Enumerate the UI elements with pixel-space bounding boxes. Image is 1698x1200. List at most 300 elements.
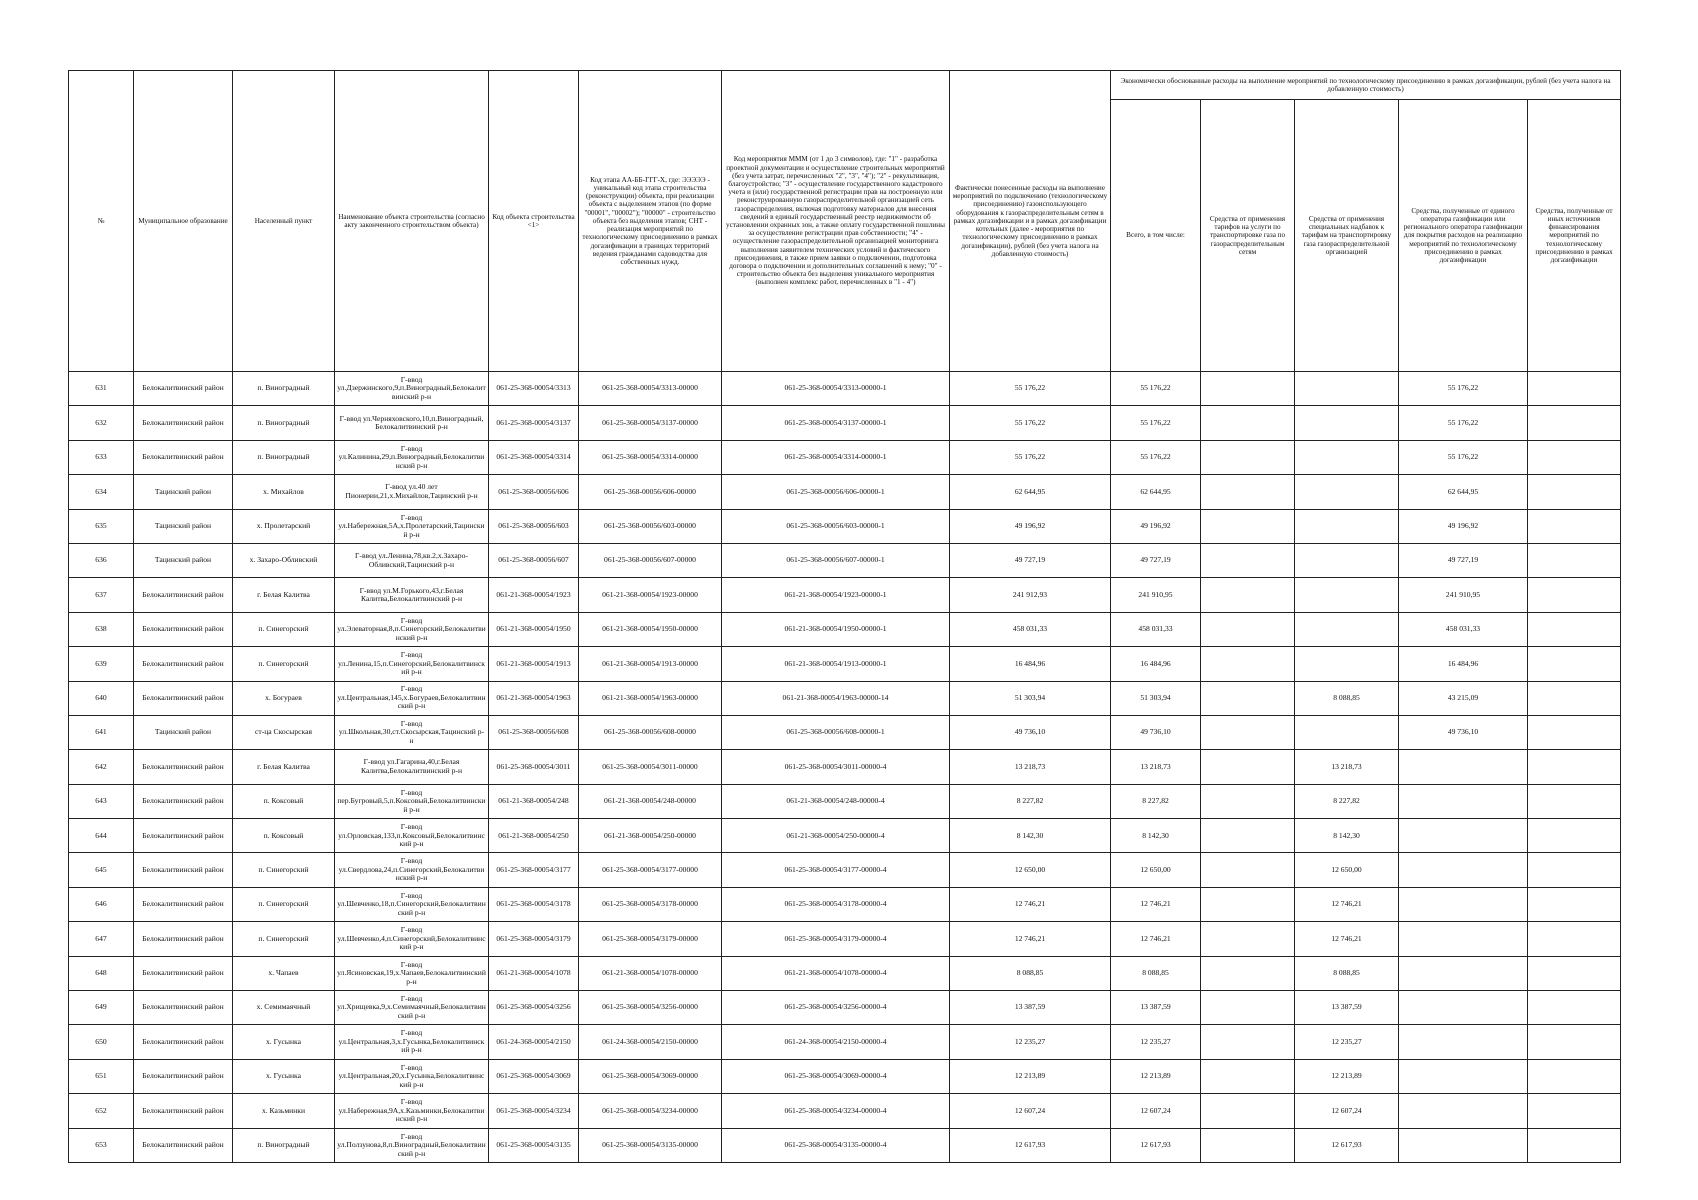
settlement-cell: п. Синегорский: [233, 612, 335, 646]
table-row: [69, 715, 1621, 749]
event-code-cell: 061-21-368-00054/1913-00000-1: [722, 647, 950, 681]
header-other-sources: Средства, полученные от иных источников финансирования мероприятий по технологическому присоединению в рамках догазификации: [1528, 100, 1621, 372]
settlement-cell: п. Виноградный: [233, 372, 335, 406]
actual-costs-cell: 51 303,94: [950, 681, 1111, 715]
tariff-cell: [1201, 853, 1295, 887]
regional-operator-cell: 49 736,10: [1399, 715, 1528, 749]
stage-code-cell: 061-25-368-00054/3314-00000: [579, 440, 722, 474]
municipality-cell: Белокалитвинский район: [134, 784, 233, 818]
tariff-cell: [1201, 1128, 1295, 1162]
object-code-cell: 061-24-368-00054/2150: [489, 1025, 579, 1059]
header-stage-code: Код этапа АА-ББ-ГГГ-Х, где: ЭЭЭЭЭ - уникальный код этапа строительства (реконструкции) объекта, при реализации объекта с выделением этапов (по форме "00001", "00002"); "00000" - строительство объекта без выделения этапов; СНТ - реализация мероприятий по технологическому присоединению в рамках догазификации в границах территорий ведения гражданами садоводства для собственных нужд.: [579, 71, 722, 372]
tariff-cell: [1201, 784, 1295, 818]
object-code-cell: 061-25-368-00056/607: [489, 543, 579, 577]
municipality-cell: Белокалитвинский район: [134, 647, 233, 681]
table-row: [69, 922, 1621, 956]
regional-operator-cell: [1399, 1025, 1528, 1059]
municipality-cell: Белокалитвинский район: [134, 406, 233, 440]
object-code-cell: 061-25-368-00054/3137: [489, 406, 579, 440]
event-code-cell: 061-21-368-00054/250-00000-4: [722, 819, 950, 853]
event-code-cell: 061-25-368-00054/3179-00000-4: [722, 922, 950, 956]
tariff-cell: [1201, 1025, 1295, 1059]
settlement-cell: п. Коксовый: [233, 819, 335, 853]
tariff-cell: [1201, 1094, 1295, 1128]
stage-code-cell: 061-25-368-00054/3069-00000: [579, 1059, 722, 1093]
actual-costs-cell: 12 213,89: [950, 1059, 1111, 1093]
regional-operator-cell: 241 910,95: [1399, 578, 1528, 612]
markup-cell: 13 218,73: [1295, 750, 1399, 784]
municipality-cell: Белокалитвинский район: [134, 1094, 233, 1128]
markup-cell: 12 746,21: [1295, 922, 1399, 956]
municipality-cell: Тацинский район: [134, 715, 233, 749]
stage-code-cell: 061-25-368-00056/603-00000: [579, 509, 722, 543]
other-sources-cell: [1528, 475, 1621, 509]
row-number: 633: [69, 440, 134, 474]
row-number: 651: [69, 1059, 134, 1093]
table-row: [69, 681, 1621, 715]
tariff-cell: [1201, 647, 1295, 681]
regional-operator-cell: 55 176,22: [1399, 406, 1528, 440]
total-cell: 13 387,59: [1111, 991, 1201, 1025]
settlement-cell: х. Богураев: [233, 681, 335, 715]
object-code-cell: 061-21-368-00054/1913: [489, 647, 579, 681]
row-number: 634: [69, 475, 134, 509]
object-name-cell: Г-ввод ул.40 лет Пионерии,21,х.Михайлов,Тацинский р-н: [335, 475, 489, 509]
table-row: [69, 647, 1621, 681]
regional-operator-cell: [1399, 922, 1528, 956]
stage-code-cell: 061-25-368-00056/607-00000: [579, 543, 722, 577]
other-sources-cell: [1528, 956, 1621, 990]
header-object-code: Код объекта строительства <1>: [489, 71, 579, 372]
object-name-cell: Г-ввод ул.Ленина,15,п.Синегорский,Белокалитвинский р-н: [335, 647, 489, 681]
regional-operator-cell: [1399, 1094, 1528, 1128]
table-row: [69, 750, 1621, 784]
regional-operator-cell: [1399, 956, 1528, 990]
total-cell: 55 176,22: [1111, 372, 1201, 406]
object-name-cell: Г-ввод ул.Шевченко,4,п.Синегорский,Белокалитвинский р-н: [335, 922, 489, 956]
object-name-cell: Г-ввод ул.Хрищевка,9,х.Семимаячный,Белокалитвинский р-н: [335, 991, 489, 1025]
object-code-cell: 061-21-368-00054/1963: [489, 681, 579, 715]
total-cell: 49 727,19: [1111, 543, 1201, 577]
object-name-cell: Г-ввод ул.Школьная,30,ст.Скосырская,Тацинский р-н: [335, 715, 489, 749]
table-row: [69, 406, 1621, 440]
object-code-cell: 061-25-368-00054/3313: [489, 372, 579, 406]
event-code-cell: 061-25-368-00054/3313-00000-1: [722, 372, 950, 406]
table-row: [69, 819, 1621, 853]
settlement-cell: ст-ца Скосырская: [233, 715, 335, 749]
municipality-cell: Белокалитвинский район: [134, 440, 233, 474]
markup-cell: [1295, 715, 1399, 749]
table-row: [69, 784, 1621, 818]
tariff-cell: [1201, 372, 1295, 406]
stage-code-cell: 061-25-368-00054/3177-00000: [579, 853, 722, 887]
row-number: 642: [69, 750, 134, 784]
table-row: [69, 509, 1621, 543]
object-code-cell: 061-25-368-00054/3069: [489, 1059, 579, 1093]
stage-code-cell: 061-25-368-00054/3178-00000: [579, 887, 722, 921]
tariff-cell: [1201, 509, 1295, 543]
settlement-cell: п. Синегорский: [233, 887, 335, 921]
municipality-cell: Белокалитвинский район: [134, 1059, 233, 1093]
markup-cell: 12 235,27: [1295, 1025, 1399, 1059]
object-name-cell: Г-ввод ул.Дзержинского,9,п.Виноградный,Белокалитвинский р-н: [335, 372, 489, 406]
total-cell: 12 607,24: [1111, 1094, 1201, 1128]
other-sources-cell: [1528, 1025, 1621, 1059]
header-econ-group: Экономически обоснованные расходы на выполнение мероприятий по технологическому присоединению в рамках догазификации, рублей (без учета налога на добавленную стоимость): [1111, 71, 1621, 100]
actual-costs-cell: 49 727,19: [950, 543, 1111, 577]
actual-costs-cell: 241 912,93: [950, 578, 1111, 612]
other-sources-cell: [1528, 681, 1621, 715]
regional-operator-cell: [1399, 784, 1528, 818]
actual-costs-cell: 12 617,93: [950, 1128, 1111, 1162]
table-row: [69, 475, 1621, 509]
actual-costs-cell: 8 142,30: [950, 819, 1111, 853]
event-code-cell: 061-21-368-00054/248-00000-4: [722, 784, 950, 818]
markup-cell: 8 227,82: [1295, 784, 1399, 818]
regional-operator-cell: [1399, 887, 1528, 921]
header-special-markups: Средства от применения специальных надбавок к тарифам на транспортировку газа газораспределительной организацией: [1295, 100, 1399, 372]
other-sources-cell: [1528, 509, 1621, 543]
row-number: 647: [69, 922, 134, 956]
object-name-cell: Г-ввод ул.Ползунова,8,п.Виноградный,Белокалитвинский р-н: [335, 1128, 489, 1162]
total-cell: 12 235,27: [1111, 1025, 1201, 1059]
stage-code-cell: 061-21-368-00054/250-00000: [579, 819, 722, 853]
row-number: 631: [69, 372, 134, 406]
object-name-cell: Г-ввод ул.Ленина,78,кв.2,х.Захаро-Обливский,Тацинский р-н: [335, 543, 489, 577]
tariff-cell: [1201, 440, 1295, 474]
settlement-cell: х. Захаро-Обливский: [233, 543, 335, 577]
object-name-cell: Г-ввод ул.Свердлова,24,п.Синегорский,Белокалитвинский р-н: [335, 853, 489, 887]
event-code-cell: 061-21-368-00054/1078-00000-4: [722, 956, 950, 990]
markup-cell: [1295, 509, 1399, 543]
tariff-cell: [1201, 922, 1295, 956]
row-number: 645: [69, 853, 134, 887]
regional-operator-cell: [1399, 1128, 1528, 1162]
row-number: 650: [69, 1025, 134, 1059]
object-code-cell: 061-25-368-00056/603: [489, 509, 579, 543]
row-number: 652: [69, 1094, 134, 1128]
event-code-cell: 061-21-368-00054/1923-00000-1: [722, 578, 950, 612]
markup-cell: [1295, 578, 1399, 612]
actual-costs-cell: 55 176,22: [950, 406, 1111, 440]
regional-operator-cell: 55 176,22: [1399, 440, 1528, 474]
markup-cell: [1295, 543, 1399, 577]
other-sources-cell: [1528, 750, 1621, 784]
municipality-cell: Белокалитвинский район: [134, 853, 233, 887]
total-cell: 49 736,10: [1111, 715, 1201, 749]
object-name-cell: Г-ввод ул.Набережная,9А,х.Казьминки,Белокалитвинский р-н: [335, 1094, 489, 1128]
table-row: [69, 956, 1621, 990]
row-number: 653: [69, 1128, 134, 1162]
municipality-cell: Белокалитвинский район: [134, 578, 233, 612]
table-row: [69, 1128, 1621, 1162]
total-cell: 55 176,22: [1111, 406, 1201, 440]
municipality-cell: Белокалитвинский район: [134, 1025, 233, 1059]
municipality-cell: Белокалитвинский район: [134, 1128, 233, 1162]
regional-operator-cell: 43 215,09: [1399, 681, 1528, 715]
row-number: 632: [69, 406, 134, 440]
object-code-cell: 061-21-368-00054/1950: [489, 612, 579, 646]
markup-cell: 12 607,24: [1295, 1094, 1399, 1128]
municipality-cell: Тацинский район: [134, 509, 233, 543]
row-number: 637: [69, 578, 134, 612]
regional-operator-cell: [1399, 750, 1528, 784]
event-code-cell: 061-25-368-00056/607-00000-1: [722, 543, 950, 577]
settlement-cell: г. Белая Калитва: [233, 578, 335, 612]
other-sources-cell: [1528, 440, 1621, 474]
header-object-name: Наименование объекта строительства (согласно акту законченного строительством объекта): [335, 71, 489, 372]
row-number: 648: [69, 956, 134, 990]
actual-costs-cell: 8 227,82: [950, 784, 1111, 818]
total-cell: 62 644,95: [1111, 475, 1201, 509]
other-sources-cell: [1528, 991, 1621, 1025]
object-name-cell: Г-ввод ул.Шевченко,18,п.Синегорский,Белокалитвинский р-н: [335, 887, 489, 921]
settlement-cell: х. Семимаячный: [233, 991, 335, 1025]
row-number: 640: [69, 681, 134, 715]
actual-costs-cell: 8 088,85: [950, 956, 1111, 990]
header-no: №: [69, 71, 134, 372]
object-code-cell: 061-21-368-00054/248: [489, 784, 579, 818]
other-sources-cell: [1528, 819, 1621, 853]
actual-costs-cell: 16 484,96: [950, 647, 1111, 681]
row-number: 635: [69, 509, 134, 543]
municipality-cell: Белокалитвинский район: [134, 922, 233, 956]
municipality-cell: Белокалитвинский район: [134, 612, 233, 646]
stage-code-cell: 061-21-368-00054/248-00000: [579, 784, 722, 818]
object-name-cell: Г-ввод ул.Центральная,20,х.Гусынка,Белокалитвинский р-н: [335, 1059, 489, 1093]
other-sources-cell: [1528, 372, 1621, 406]
other-sources-cell: [1528, 578, 1621, 612]
object-code-cell: 061-25-368-00054/3256: [489, 991, 579, 1025]
municipality-cell: Тацинский район: [134, 543, 233, 577]
table-row: [69, 887, 1621, 921]
municipality-cell: Белокалитвинский район: [134, 956, 233, 990]
tariff-cell: [1201, 715, 1295, 749]
stage-code-cell: 061-25-368-00056/608-00000: [579, 715, 722, 749]
tariff-cell: [1201, 887, 1295, 921]
object-code-cell: 061-25-368-00054/3179: [489, 922, 579, 956]
object-code-cell: 061-25-368-00054/3177: [489, 853, 579, 887]
other-sources-cell: [1528, 1059, 1621, 1093]
stage-code-cell: 061-21-368-00054/1950-00000: [579, 612, 722, 646]
municipality-cell: Белокалитвинский район: [134, 819, 233, 853]
object-name-cell: Г-ввод пер.Бугровый,5,п.Коксовый,Белокалитвинский р-н: [335, 784, 489, 818]
event-code-cell: 061-21-368-00054/1950-00000-1: [722, 612, 950, 646]
markup-cell: 8 088,85: [1295, 956, 1399, 990]
object-name-cell: Г-ввод ул.Набережная,5А,х.Пролетарский,Тацинский р-н: [335, 509, 489, 543]
total-cell: 12 746,21: [1111, 922, 1201, 956]
actual-costs-cell: 13 218,73: [950, 750, 1111, 784]
settlement-cell: п. Коксовый: [233, 784, 335, 818]
tariff-cell: [1201, 406, 1295, 440]
object-code-cell: 061-25-368-00054/3234: [489, 1094, 579, 1128]
total-cell: 55 176,22: [1111, 440, 1201, 474]
header-regional-operator: Средства, полученные от единого оператора газификации или регионального оператора газификации для покрытия расходов на реализацию мероприятий по технологическому присоединению в рамках догазификации: [1399, 100, 1528, 372]
actual-costs-cell: 49 196,92: [950, 509, 1111, 543]
settlement-cell: х. Пролетарский: [233, 509, 335, 543]
document-sheet: [68, 70, 1620, 1163]
settlement-cell: х. Гусынка: [233, 1025, 335, 1059]
settlement-cell: п. Синегорский: [233, 853, 335, 887]
stage-code-cell: 061-25-368-00054/3135-00000: [579, 1128, 722, 1162]
tariff-cell: [1201, 578, 1295, 612]
markup-cell: [1295, 475, 1399, 509]
tariff-cell: [1201, 750, 1295, 784]
tariff-cell: [1201, 612, 1295, 646]
stage-code-cell: 061-25-368-00054/3234-00000: [579, 1094, 722, 1128]
actual-costs-cell: 12 650,00: [950, 853, 1111, 887]
event-code-cell: 061-25-368-00056/603-00000-1: [722, 509, 950, 543]
row-number: 646: [69, 887, 134, 921]
object-name-cell: Г-ввод ул.Центральная,145,х.Богураев,Белокалитвинский р-н: [335, 681, 489, 715]
stage-code-cell: 061-25-368-00054/3256-00000: [579, 991, 722, 1025]
row-number: 636: [69, 543, 134, 577]
settlement-cell: х. Гусынка: [233, 1059, 335, 1093]
stage-code-cell: 061-24-368-00054/2150-00000: [579, 1025, 722, 1059]
total-cell: 12 213,89: [1111, 1059, 1201, 1093]
regional-operator-cell: [1399, 991, 1528, 1025]
object-code-cell: 061-25-368-00054/3314: [489, 440, 579, 474]
object-name-cell: Г-ввод ул.Ясиновская,19,х.Чапаев,Белокалитвинский р-н: [335, 956, 489, 990]
object-name-cell: Г-ввод ул.Центральная,3,х.Гусынка,Белокалитвинский р-н: [335, 1025, 489, 1059]
settlement-cell: п. Синегорский: [233, 647, 335, 681]
tariff-cell: [1201, 681, 1295, 715]
markup-cell: 12 650,00: [1295, 853, 1399, 887]
header-event-code: Код мероприятия МММ (от 1 до 3 символов), где: "1" - разработка проектной документации и осуществление строительных мероприятий (без учета затрат, перечисленных "2", "3", "4"); "2" - рекультивация, благоустройство; "3" - осуществление государственного кадастрового учета и (или) государственной регистрации прав на построенную или реконструированную газораспределительной организацией сеть газораспределения, включая подготовку материалов для внесения сведений в единый государственный реестр недвижимости об установлении охранных зон, а также оплату государственной пошлины за осуществление регистрации прав собственности; "4" - осуществление газораспределительной организацией мониторинга выполнения заявителем технических условий и фактического присоединения, в также прием заявки о подключении, подготовка договора о подключении и дополнительных соглашений к нему; "0" - строительство объекта без выделения уникального мероприятия (выполнен комплекс работ, перечисленных в "1 - 4"): [722, 71, 950, 372]
table-body: [69, 372, 1621, 1163]
event-code-cell: 061-25-368-00054/3177-00000-4: [722, 853, 950, 887]
actual-costs-cell: 55 176,22: [950, 440, 1111, 474]
object-name-cell: Г-ввод ул.Черняховского,10,п.Виноградный, Белокалитвинский р-н: [335, 406, 489, 440]
tariff-cell: [1201, 819, 1295, 853]
object-code-cell: 061-21-368-00054/1923: [489, 578, 579, 612]
other-sources-cell: [1528, 784, 1621, 818]
total-cell: 8 142,30: [1111, 819, 1201, 853]
tariff-cell: [1201, 1059, 1295, 1093]
table-row: [69, 372, 1621, 406]
table-row: [69, 440, 1621, 474]
stage-code-cell: 061-25-368-00054/3313-00000: [579, 372, 722, 406]
other-sources-cell: [1528, 1094, 1621, 1128]
total-cell: 13 218,73: [1111, 750, 1201, 784]
header-municipality: Муниципальное образование: [134, 71, 233, 372]
other-sources-cell: [1528, 887, 1621, 921]
report-table: [68, 70, 1621, 1163]
total-cell: 16 484,96: [1111, 647, 1201, 681]
event-code-cell: 061-25-368-00054/3069-00000-4: [722, 1059, 950, 1093]
header-total: Всего, в том числе:: [1111, 100, 1201, 372]
event-code-cell: 061-25-368-00056/606-00000-1: [722, 475, 950, 509]
regional-operator-cell: 55 176,22: [1399, 372, 1528, 406]
total-cell: 49 196,92: [1111, 509, 1201, 543]
other-sources-cell: [1528, 543, 1621, 577]
actual-costs-cell: 12 746,21: [950, 887, 1111, 921]
municipality-cell: Белокалитвинский район: [134, 372, 233, 406]
other-sources-cell: [1528, 853, 1621, 887]
settlement-cell: х. Чапаев: [233, 956, 335, 990]
other-sources-cell: [1528, 1128, 1621, 1162]
object-code-cell: 061-25-368-00054/3178: [489, 887, 579, 921]
total-cell: 51 303,94: [1111, 681, 1201, 715]
event-code-cell: 061-25-368-00054/3178-00000-4: [722, 887, 950, 921]
actual-costs-cell: 12 235,27: [950, 1025, 1111, 1059]
object-name-cell: Г-ввод ул.Орловская,133,п.Коксовый,Белокалитвинский р-н: [335, 819, 489, 853]
total-cell: 12 746,21: [1111, 887, 1201, 921]
event-code-cell: 061-21-368-00054/1963-00000-14: [722, 681, 950, 715]
regional-operator-cell: 458 031,33: [1399, 612, 1528, 646]
table-row: [69, 578, 1621, 612]
header-settlement: Населенный пункт: [233, 71, 335, 372]
tariff-cell: [1201, 956, 1295, 990]
regional-operator-cell: 49 727,19: [1399, 543, 1528, 577]
stage-code-cell: 061-21-368-00054/1913-00000: [579, 647, 722, 681]
total-cell: 8 088,85: [1111, 956, 1201, 990]
object-code-cell: 061-21-368-00054/250: [489, 819, 579, 853]
total-cell: 241 910,95: [1111, 578, 1201, 612]
actual-costs-cell: 458 031,33: [950, 612, 1111, 646]
object-name-cell: Г-ввод ул.Элеваторная,8,п.Синегорский,Белокалитвинский р-н: [335, 612, 489, 646]
stage-code-cell: 061-25-368-00054/3137-00000: [579, 406, 722, 440]
stage-code-cell: 061-25-368-00054/3011-00000: [579, 750, 722, 784]
event-code-cell: 061-25-368-00054/3137-00000-1: [722, 406, 950, 440]
header-tariff-transport: Средства от применения тарифов на услуги по транспортировке газа по газораспределительным сетям: [1201, 100, 1295, 372]
event-code-cell: 061-25-368-00054/3234-00000-4: [722, 1094, 950, 1128]
total-cell: 12 650,00: [1111, 853, 1201, 887]
table-row: [69, 1059, 1621, 1093]
other-sources-cell: [1528, 647, 1621, 681]
municipality-cell: Белокалитвинский район: [134, 750, 233, 784]
row-number: 649: [69, 991, 134, 1025]
settlement-cell: п. Виноградный: [233, 440, 335, 474]
header-actual-costs: Фактически понесенные расходы на выполнение мероприятий по подключению (технологическому присоединению) газоиспользующего оборудования к газораспределительным сетям в рамках догазификации и в рамках догазификации котельных (далее - мероприятия по технологическому присоединению в рамках догазификации), рублей (без учета налога на добавленную стоимость): [950, 71, 1111, 372]
markup-cell: 12 746,21: [1295, 887, 1399, 921]
actual-costs-cell: 13 387,59: [950, 991, 1111, 1025]
other-sources-cell: [1528, 612, 1621, 646]
regional-operator-cell: [1399, 1059, 1528, 1093]
table-header: [69, 71, 1621, 372]
municipality-cell: Белокалитвинский район: [134, 681, 233, 715]
row-number: 639: [69, 647, 134, 681]
row-number: 643: [69, 784, 134, 818]
table-row: [69, 1094, 1621, 1128]
object-code-cell: 061-25-368-00056/606: [489, 475, 579, 509]
markup-cell: [1295, 406, 1399, 440]
stage-code-cell: 061-21-368-00054/1963-00000: [579, 681, 722, 715]
table-row: [69, 612, 1621, 646]
event-code-cell: 061-25-368-00054/3011-00000-4: [722, 750, 950, 784]
markup-cell: 13 387,59: [1295, 991, 1399, 1025]
settlement-cell: п. Виноградный: [233, 406, 335, 440]
row-number: 644: [69, 819, 134, 853]
stage-code-cell: 061-21-368-00054/1078-00000: [579, 956, 722, 990]
event-code-cell: 061-25-368-00054/3314-00000-1: [722, 440, 950, 474]
total-cell: 8 227,82: [1111, 784, 1201, 818]
markup-cell: [1295, 372, 1399, 406]
markup-cell: 8 142,30: [1295, 819, 1399, 853]
total-cell: 458 031,33: [1111, 612, 1201, 646]
settlement-cell: х. Казьминки: [233, 1094, 335, 1128]
markup-cell: 12 617,93: [1295, 1128, 1399, 1162]
stage-code-cell: 061-25-368-00054/3179-00000: [579, 922, 722, 956]
settlement-cell: г. Белая Калитва: [233, 750, 335, 784]
tariff-cell: [1201, 543, 1295, 577]
event-code-cell: 061-25-368-00054/3135-00000-4: [722, 1128, 950, 1162]
object-code-cell: 061-21-368-00054/1078: [489, 956, 579, 990]
tariff-cell: [1201, 991, 1295, 1025]
actual-costs-cell: 12 607,24: [950, 1094, 1111, 1128]
actual-costs-cell: 55 176,22: [950, 372, 1111, 406]
tariff-cell: [1201, 475, 1295, 509]
